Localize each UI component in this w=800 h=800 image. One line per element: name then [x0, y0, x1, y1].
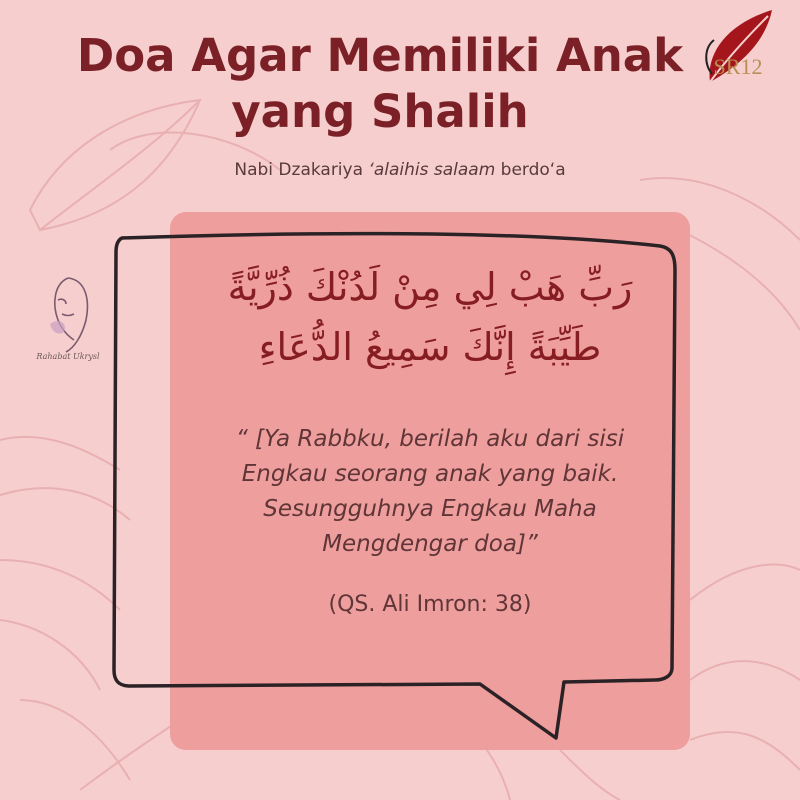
side-logo-caption: Rahabat Ukrysl [36, 352, 100, 361]
page-title-line2: yang Shalih [231, 85, 529, 138]
arabic-verse-line1: رَبِّ هَبْ لِي مِنْ لَدُنْكَ ذُرِّيَّةً [227, 265, 633, 309]
subtitle-italic: ‘alaihis salaam [368, 160, 496, 180]
subtitle [150, 160, 650, 180]
verse-reference: (QS. Ali Imron: 38) [328, 592, 532, 617]
subtitle-pre: Nabi Dzakariya [234, 160, 369, 180]
arabic-verse-line2: طَيِّبَةً إِنَّكَ سَمِيعُ الدُّعَاءِ [258, 325, 602, 369]
translation-text: “ [Ya Rabbku, berilah aku dari sisi Engkau seorang anak yang baik. Sesungguhnya Engkau Maha Mengdengar doa]” [235, 426, 625, 557]
logo-text: SR12 [713, 54, 763, 79]
leaf-logo-icon [696, 4, 786, 96]
hijab-woman-logo-icon [28, 270, 108, 360]
page-title-line1: Doa Agar Memiliki Anak [76, 29, 684, 82]
subtitle-post: berdo‘a [495, 160, 566, 180]
